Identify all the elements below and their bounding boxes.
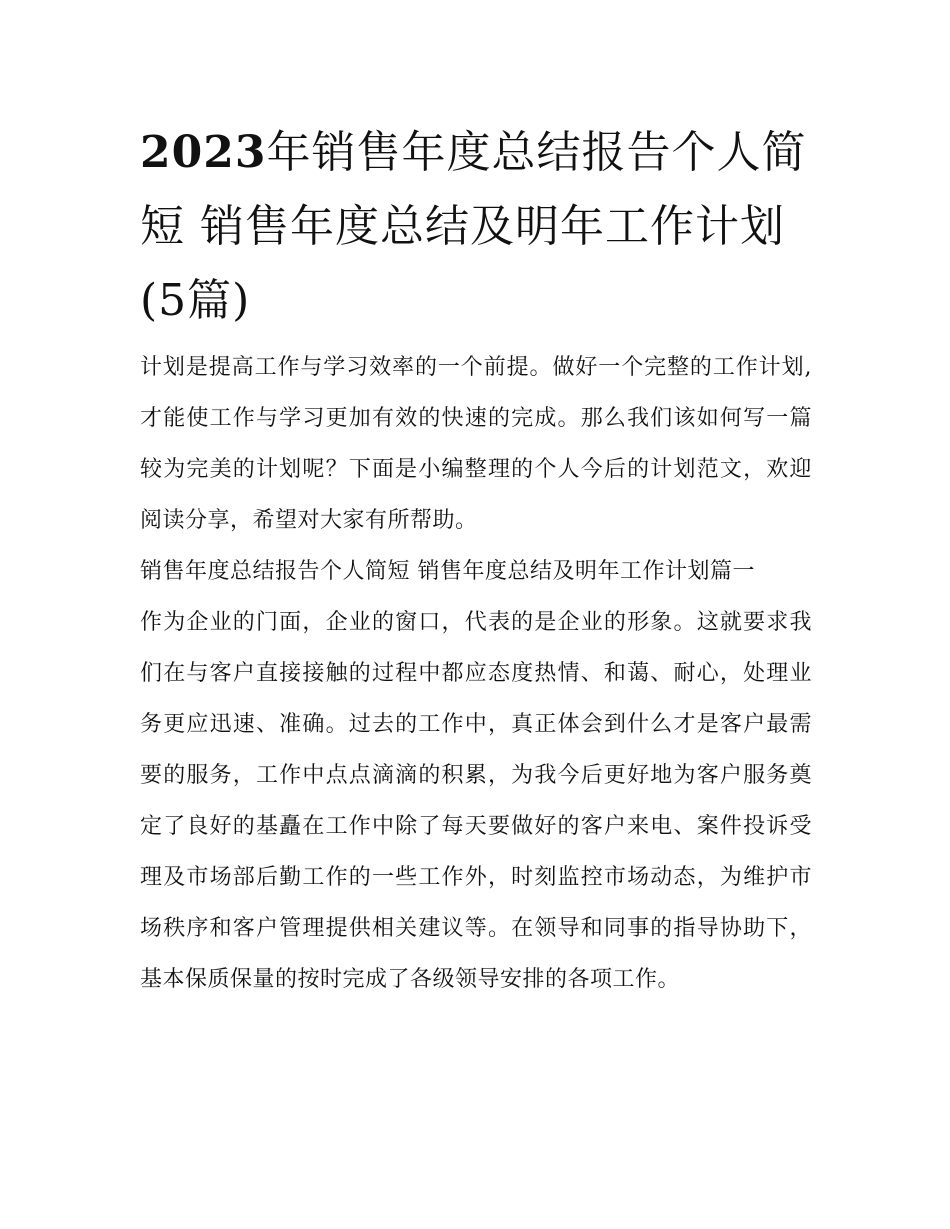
body-paragraph: 作为企业的门面，企业的窗口，代表的是企业的形象。这就要求我们在与客户直接接触的过程中都应态度热情、和蔼、耐心，处理业务更应迅速、准确。过去的工作中，真正体会到什么才是客户最需要的服务，工作中点点滴滴的积累，为我今后更好地为客户服务奠定了良好的基矗在工作中除了每天要做好的客户来电、案件投诉受理及市场部后勤工作的一些工作外，时刻监控市场动态，为维护市场秩序和客户管理提供相关建议等。在领导和同事的指导协助下，基本保质保量的按时完成了各级领导安排的各项工作。 <box>140 610 812 992</box>
document-title <box>140 116 812 338</box>
section-heading: 销售年度总结报告个人简短 销售年度总结及明年工作计划篇一 <box>140 559 755 584</box>
intro-paragraph: 计划是提高工作与学习效率的一个前提。做好一个完整的工作计划,才能使工作与学习更加有效的快速的完成。那么我们该如何写一篇较为完美的计划呢？下面是小编整理的个人今后的计划范文，欢迎阅读分享，希望对大家有所帮助。 <box>140 355 812 533</box>
title-text: 年销售年度总结报告个人简短 销售年度总结及明年工作计划(5篇) <box>140 127 807 326</box>
document-page <box>140 116 812 1005</box>
title-year: 2023 <box>140 127 267 178</box>
